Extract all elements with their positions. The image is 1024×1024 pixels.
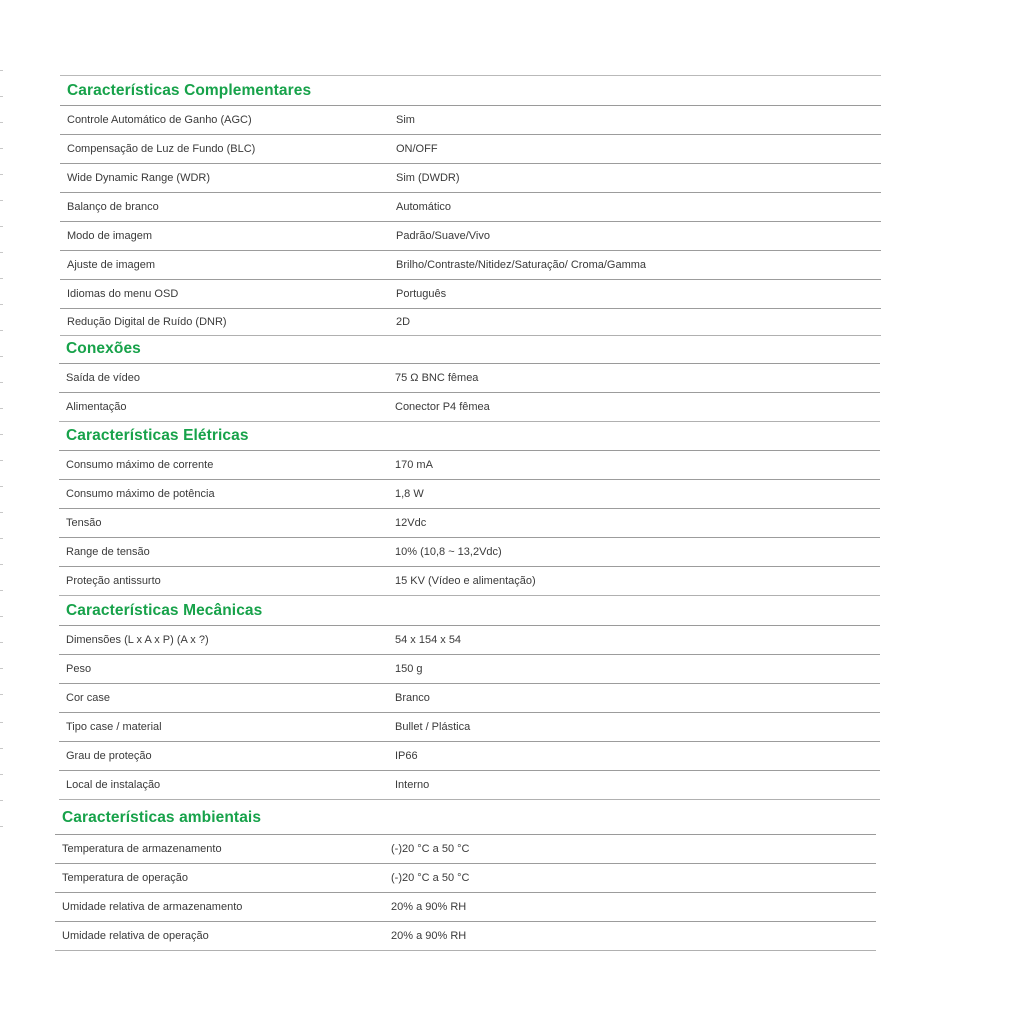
spec-value: 12Vdc	[395, 517, 427, 529]
spec-value: 150 g	[395, 663, 423, 675]
spec-label: Balanço de branco	[67, 201, 159, 213]
margin-tick	[0, 382, 3, 383]
spec-value: IP66	[395, 750, 418, 762]
margin-tick	[0, 800, 3, 801]
spec-row	[55, 864, 876, 893]
spec-value: ON/OFF	[396, 143, 438, 155]
section-conexoes	[59, 335, 880, 422]
spec-value: Automático	[396, 201, 452, 213]
spec-label: Cor case	[66, 692, 111, 704]
margin-tick	[0, 774, 3, 775]
spec-row	[59, 713, 880, 742]
spec-label: Tipo case / material	[66, 721, 162, 733]
spec-value: 20% a 90% RH	[391, 930, 467, 942]
spec-row	[59, 626, 880, 655]
spec-label: Local de instalação	[66, 779, 161, 791]
spec-label: Wide Dynamic Range (WDR)	[67, 172, 211, 184]
spec-label: Temperatura de operação	[62, 872, 188, 884]
margin-tick	[0, 148, 3, 149]
spec-label: Proteção antissurto	[66, 575, 161, 587]
spec-row	[60, 193, 881, 222]
margin-tick	[0, 512, 3, 513]
spec-label: Range de tensão	[66, 546, 150, 558]
spec-label: Tensão	[66, 517, 102, 529]
margin-tick	[0, 590, 3, 591]
section-complementares	[60, 75, 881, 336]
margin-tick	[0, 356, 3, 357]
spec-value: Sim	[396, 114, 415, 126]
spec-label: Controle Automático de Ganho (AGC)	[67, 114, 252, 126]
spec-label: Peso	[66, 663, 92, 675]
spec-value: Bullet / Plástica	[395, 721, 471, 733]
margin-tick	[0, 226, 3, 227]
margin-tick	[0, 122, 3, 123]
margin-tick	[0, 538, 3, 539]
margin-tick	[0, 564, 3, 565]
spec-label: Compensação de Luz de Fundo (BLC)	[67, 143, 256, 155]
spec-label: Redução Digital de Ruído (DNR)	[67, 316, 227, 328]
spec-row	[59, 655, 880, 684]
spec-row	[59, 393, 880, 422]
section-ambientais	[55, 801, 876, 951]
spec-label: Temperatura de armazenamento	[62, 843, 222, 855]
margin-tick	[0, 486, 3, 487]
spec-value: Português	[396, 288, 447, 300]
spec-value: (-)20 °C a 50 °C	[391, 843, 470, 855]
margin-tick	[0, 304, 3, 305]
margin-tick	[0, 616, 3, 617]
margin-tick	[0, 694, 3, 695]
margin-tick	[0, 330, 3, 331]
spec-value: 15 KV (Vídeo e alimentação)	[395, 575, 536, 587]
section-title: Características Elétricas	[59, 422, 880, 451]
spec-value: 170 mA	[395, 459, 433, 471]
spec-value: Branco	[395, 692, 430, 704]
section-title: Características ambientais	[55, 801, 876, 835]
spec-label: Saída de vídeo	[66, 372, 141, 384]
section-title: Características Mecânicas	[59, 597, 880, 626]
spec-value: Padrão/Suave/Vivo	[396, 230, 490, 242]
spec-label: Modo de imagem	[67, 230, 152, 242]
spec-row	[59, 771, 880, 800]
margin-tick	[0, 278, 3, 279]
spec-label: Consumo máximo de corrente	[66, 459, 214, 471]
spec-value: 1,8 W	[395, 488, 424, 500]
spec-label: Umidade relativa de operação	[62, 930, 209, 942]
spec-value: (-)20 °C a 50 °C	[391, 872, 470, 884]
spec-row	[60, 309, 881, 336]
margin-tick	[0, 460, 3, 461]
spec-row	[59, 364, 880, 393]
spec-label: Consumo máximo de potência	[66, 488, 215, 500]
spec-row	[59, 742, 880, 771]
margin-tick	[0, 174, 3, 175]
margin-tick	[0, 96, 3, 97]
spec-value: 20% a 90% RH	[391, 901, 467, 913]
spec-value: Sim (DWDR)	[396, 172, 460, 184]
section-mecanicas	[59, 597, 880, 800]
spec-row	[59, 509, 880, 538]
spec-row	[60, 135, 881, 164]
margin-tick	[0, 748, 3, 749]
section-title: Características Complementares	[60, 76, 881, 106]
spec-label: Idiomas do menu OSD	[67, 288, 179, 300]
spec-value: 10% (10,8 ~ 13,2Vdc)	[395, 546, 502, 558]
spec-row	[55, 922, 876, 951]
spec-label: Ajuste de imagem	[67, 259, 156, 271]
spec-row	[59, 480, 880, 509]
spec-label: Grau de proteção	[66, 750, 152, 762]
spec-row	[60, 280, 881, 309]
margin-tick	[0, 200, 3, 201]
margin-tick	[0, 826, 3, 827]
spec-value: Brilho/Contraste/Nitidez/Saturação/ Croma/Gamma	[396, 259, 647, 271]
spec-row	[60, 106, 881, 135]
margin-tick	[0, 668, 3, 669]
spec-row	[59, 567, 880, 596]
spec-value: 54 x 154 x 54	[395, 634, 462, 646]
spec-label: Dimensões (L x A x P) (A x ?)	[66, 634, 209, 646]
margin-tick	[0, 408, 3, 409]
spec-label: Alimentação	[66, 401, 127, 413]
spec-value: Interno	[395, 779, 430, 791]
margin-tick	[0, 434, 3, 435]
spec-row	[55, 893, 876, 922]
spec-row	[59, 684, 880, 713]
margin-tick	[0, 722, 3, 723]
margin-tick	[0, 642, 3, 643]
spec-label: Umidade relativa de armazenamento	[62, 901, 243, 913]
spec-row	[59, 451, 880, 480]
spec-row	[60, 222, 881, 251]
spec-row	[60, 251, 881, 280]
spec-value: Conector P4 fêmea	[395, 401, 490, 413]
margin-tick	[0, 252, 3, 253]
section-eletricas	[59, 422, 880, 596]
margin-tick	[0, 70, 3, 71]
spec-value: 2D	[396, 316, 411, 328]
section-title: Conexões	[59, 335, 880, 364]
spec-row	[60, 164, 881, 193]
spec-row	[59, 538, 880, 567]
spec-value: 75 Ω BNC fêmea	[395, 372, 479, 384]
spec-row	[55, 835, 876, 864]
